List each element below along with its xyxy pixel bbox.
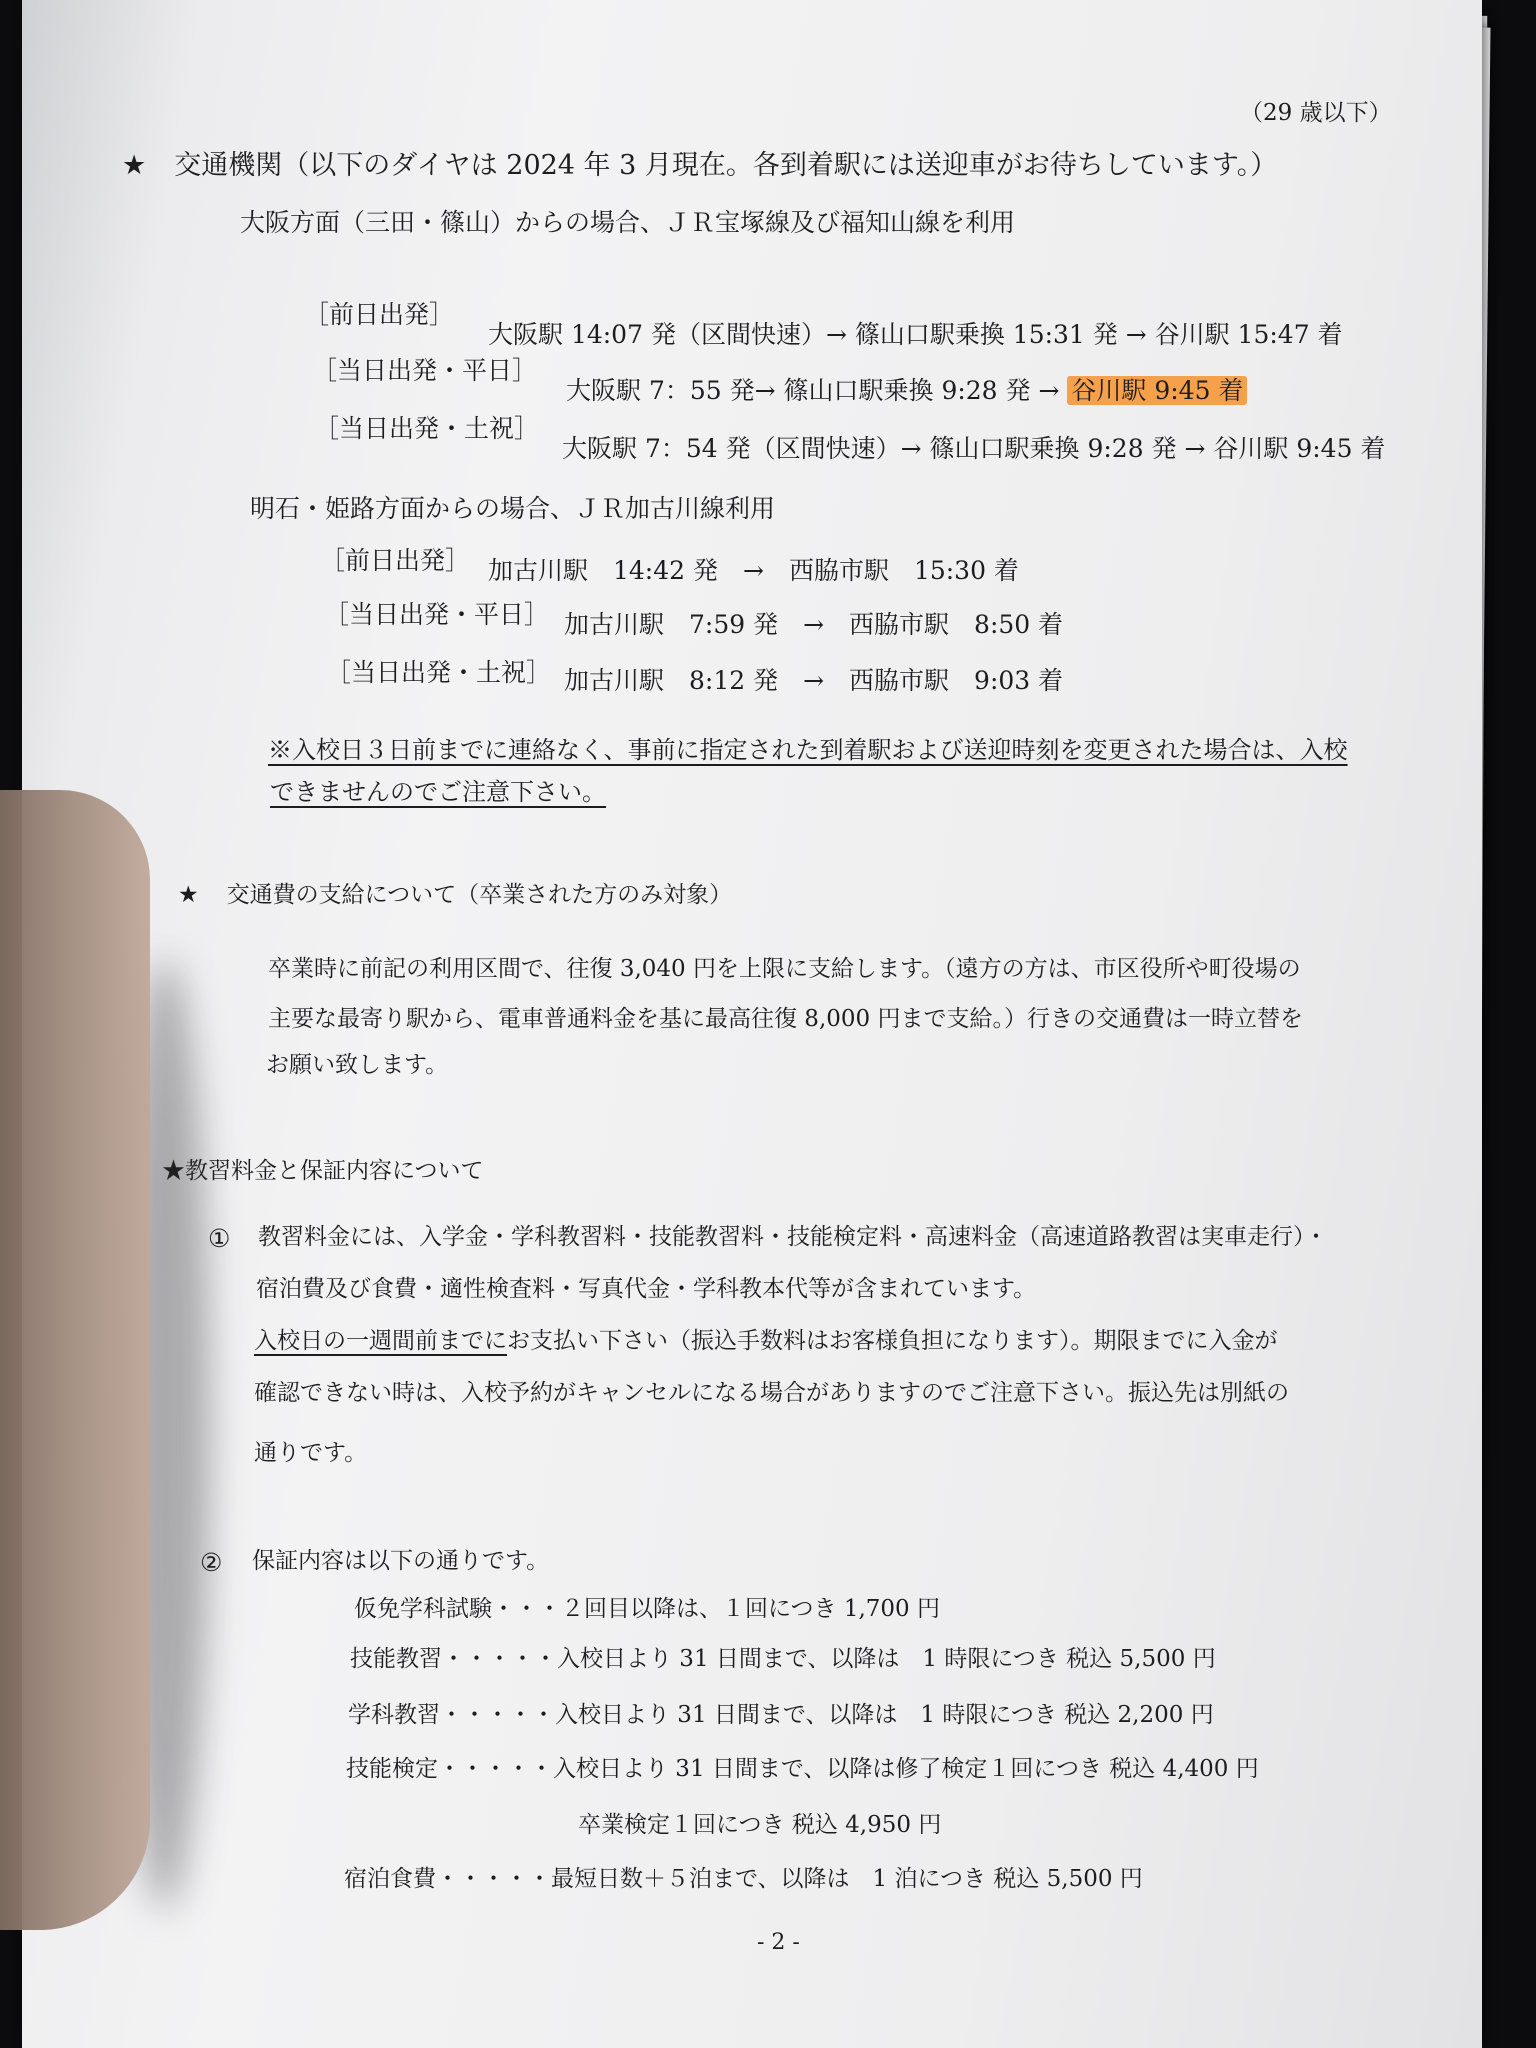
payment-deadline: 入校日の一週間前までに <box>254 1328 507 1354</box>
akashi-holiday-label: ［当日出発・土祝］ <box>326 658 552 687</box>
fare-heading-text: 交通費の支給について（卒業された方のみ対象） <box>226 882 733 908</box>
kentei-fee: 技能検定・・・・・入校日より 31 日間まで、以降は修了検定１回につき 税込 4,400 円 <box>346 1756 1259 1782</box>
gino-fee: 技能教習・・・・・入校日より 31 日間まで、以降は 1 時限につき 税込 5,500 円 <box>350 1646 1216 1672</box>
document-page <box>22 0 1482 2048</box>
fare-heading <box>178 884 732 907</box>
shukuhaku-fee: 宿泊食費・・・・・最短日数＋５泊まで、以降は 1 泊につき 税込 5,500 円 <box>344 1866 1143 1892</box>
osaka-weekday-label: ［当日出発・平日］ <box>312 356 538 385</box>
osaka-weekday-route-text: 大阪駅 7：55 発→ 篠山口駅乗換 9:28 発 → <box>566 376 1060 405</box>
warning-line-2: できませんのでご注意下さい。 <box>270 778 606 806</box>
akashi-holiday-route: 加古川駅 8:12 発 → 西脇市駅 9:03 着 <box>564 666 1064 695</box>
osaka-holiday-route: 大阪駅 7：54 発（区間快速）→ 篠山口駅乗換 9:28 発 → 谷川駅 9:45 着 <box>562 434 1386 463</box>
fare-line-3: お願い致します。 <box>266 1052 449 1078</box>
akashi-weekday-label: ［当日出発・平日］ <box>324 600 550 629</box>
transport-heading <box>122 152 1277 179</box>
item-1-line-4: 確認できない時は、入校予約がキャンセルになる場合がありますのでご注意下さい。振込先は別紙の <box>254 1380 1289 1406</box>
osaka-prev-label: ［前日出発］ <box>304 300 455 329</box>
transport-heading-text: 交通機関（以下のダイヤは 2024 年 3 月現在。各到着駅には送迎車がお待ちしています。） <box>174 150 1278 181</box>
hand-holding-paper <box>0 790 150 1930</box>
item-1-line-3 <box>254 1330 1278 1353</box>
warning-line-1: ※入校日３日前までに連絡なく、事前に指定された到着駅および送迎時刻を変更された場合は、入校 <box>268 736 1348 764</box>
sotsugyo-fee: 卒業検定１回につき 税込 4,950 円 <box>578 1812 942 1838</box>
osaka-weekday-route <box>566 378 1247 403</box>
osaka-holiday-label: ［当日出発・土祝］ <box>314 414 540 443</box>
highlighted-arrival: 谷川駅 9:45 着 <box>1067 376 1247 405</box>
item-2-intro: 保証内容は以下の通りです。 <box>252 1548 550 1574</box>
item-1-line-5: 通りです。 <box>254 1440 368 1466</box>
akashi-intro: 明石・姫路方面からの場合、ＪＲ加古川線利用 <box>250 494 776 523</box>
fare-line-2: 主要な最寄り駅から、電車普通料金を基に最高往復 8,000 円まで支給。）行きの交通費は一時立替を <box>268 1006 1303 1032</box>
akashi-prev-route: 加古川駅 14:42 発 → 西脇市駅 15:30 着 <box>488 556 1019 585</box>
akashi-prev-label: ［前日出発］ <box>320 546 471 575</box>
osaka-intro: 大阪方面（三田・篠山）からの場合、ＪＲ宝塚線及び福知山線を利用 <box>240 208 1016 237</box>
star-icon: ★ <box>122 150 147 181</box>
fare-line-1: 卒業時に前記の利用区間で、往復 3,040 円を上限に支給します。（遠方の方は、市区役所や町役場の <box>268 956 1301 982</box>
item-2-number: ② <box>200 1548 223 1577</box>
item-1-line-2: 宿泊費及び食費・適性検査料・写真代金・学科教本代等が含まれています。 <box>256 1276 1037 1302</box>
gakka-fee: 学科教習・・・・・入校日より 31 日間まで、以降は 1 時限につき 税込 2,200 円 <box>348 1702 1214 1728</box>
item-1-line-3-rest: お支払い下さい（振込手数料はお客様負担になります）。期限までに入金が <box>507 1328 1278 1354</box>
osaka-prev-route: 大阪駅 14:07 発（区間快速）→ 篠山口駅乗換 15:31 発 → 谷川駅 15:47 着 <box>488 320 1343 349</box>
tuition-heading: ★教習料金と保証内容について <box>162 1158 484 1184</box>
karimen-fee: 仮免学科試験・・・２回目以降は、１回につき 1,700 円 <box>354 1596 941 1622</box>
star-icon: ★ <box>178 882 199 908</box>
age-note: （29 歳以下） <box>1240 100 1392 126</box>
page-number: - 2 - <box>757 1930 800 1955</box>
item-1-line-1: 教習料金には、入学金・学科教習料・技能教習料・技能検定料・高速料金（高速道路教習は実車走行）・ <box>258 1224 1328 1250</box>
akashi-weekday-route: 加古川駅 7:59 発 → 西脇市駅 8:50 着 <box>564 610 1064 639</box>
item-1-number: ① <box>208 1224 231 1253</box>
